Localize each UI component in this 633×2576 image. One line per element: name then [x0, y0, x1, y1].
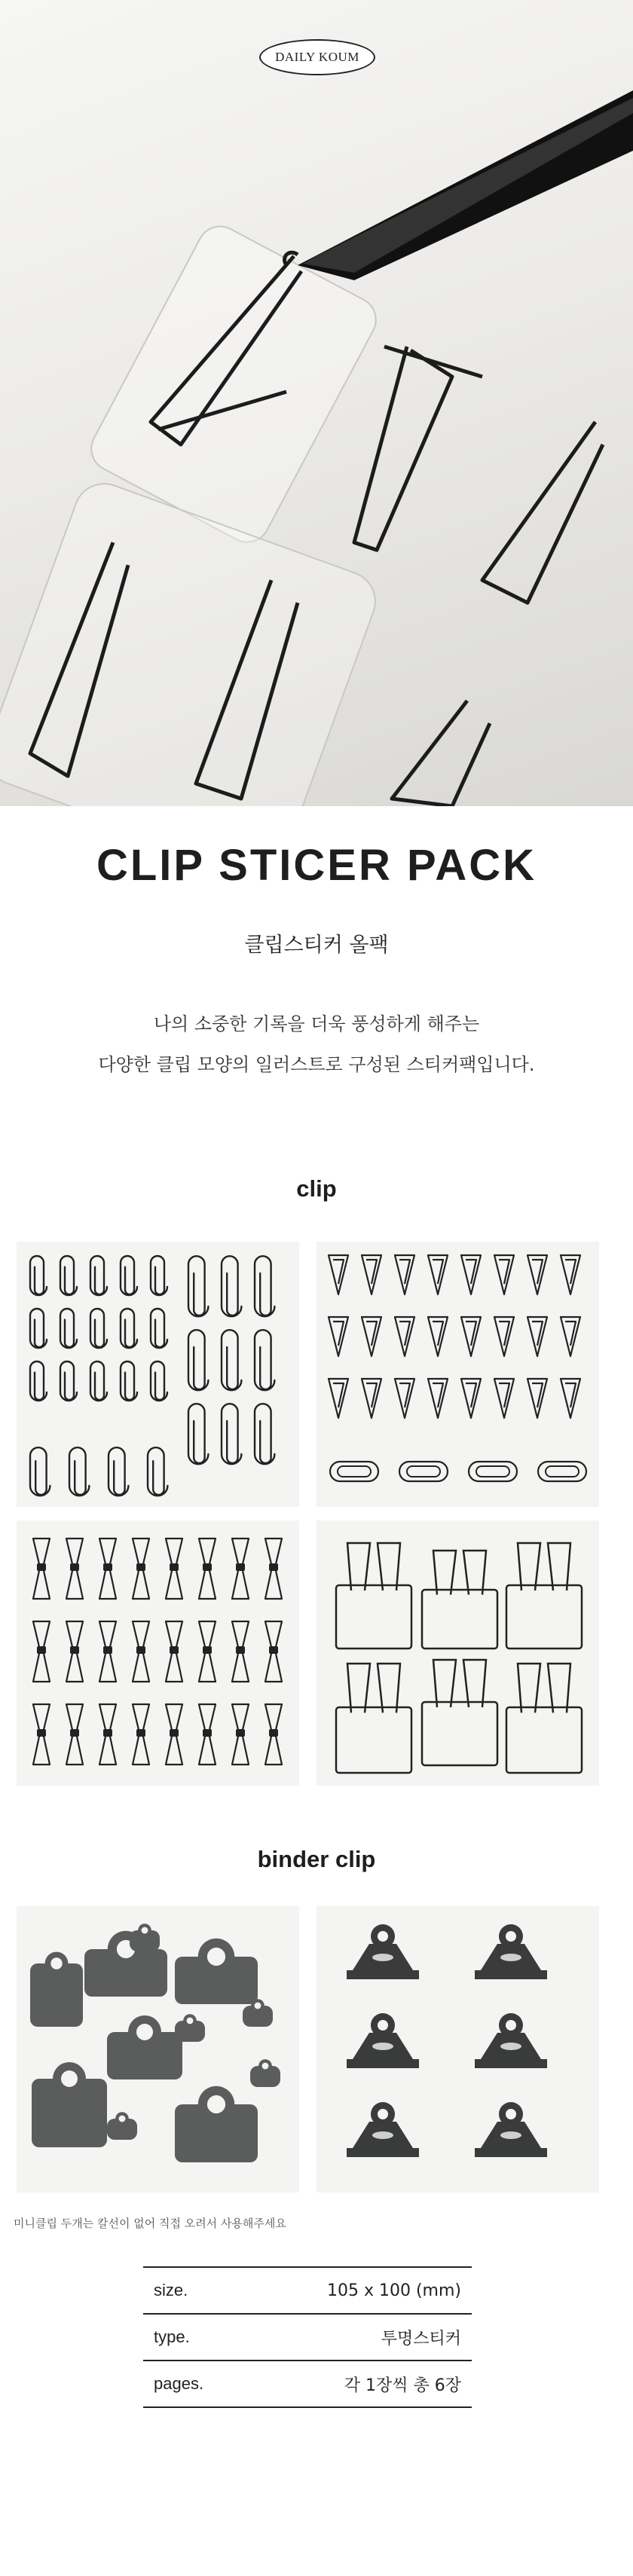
triangle-clip-sticker — [494, 1317, 514, 1356]
spec-row-size — [143, 2266, 472, 2313]
spec-table — [143, 2266, 472, 2408]
binder-clip-handle — [433, 1660, 456, 1707]
binder-clip-sticker — [422, 1590, 497, 1649]
paperclip-sticker — [30, 1256, 47, 1295]
sticker-sheet-binder-outline-clips — [316, 1520, 599, 1786]
bow-clip-band — [136, 1646, 145, 1654]
triangle-clip-sticker — [528, 1255, 547, 1294]
binder-clip-handle — [548, 1664, 570, 1713]
binder-clip-handle — [378, 1664, 400, 1713]
hinge-clip-hole — [506, 2109, 516, 2119]
triangle-clip-sticker — [528, 1379, 547, 1418]
triangle-clip-sticker — [428, 1317, 448, 1356]
horizontal-clip-inner — [546, 1466, 579, 1477]
binder-clip-sticker — [336, 1707, 411, 1773]
bow-clip-band — [136, 1563, 145, 1571]
paperclip-sticker — [30, 1447, 50, 1496]
triangle-clip-sticker — [428, 1255, 448, 1294]
bow-clip-band — [170, 1563, 179, 1571]
binder-clip-handle — [463, 1660, 486, 1707]
paperclip-sticker — [255, 1256, 274, 1316]
bow-clip-band — [236, 1563, 245, 1571]
binder-clip-sticker — [506, 1707, 582, 1773]
paperclip-sticker — [121, 1256, 137, 1295]
bow-clip-band — [37, 1729, 46, 1737]
intro-text — [0, 1004, 633, 1085]
binder-clip-handle — [548, 1543, 570, 1591]
paperclip-sticker — [60, 1361, 77, 1401]
paperclip-sticker — [151, 1256, 167, 1295]
bulldog-clip-hole — [119, 2116, 126, 2122]
paperclip-sticker — [90, 1361, 107, 1401]
hinge-clip-hole — [378, 1931, 388, 1942]
bulldog-clip-hole — [142, 1927, 148, 1934]
paperclip-sticker — [60, 1309, 77, 1348]
paperclip-sticker — [188, 1404, 208, 1464]
bow-clip-band — [236, 1729, 245, 1737]
paperclip-sticker — [188, 1256, 208, 1316]
sticker-sheet-hinge-clips — [316, 1906, 599, 2193]
sticker-sheet-triangle-clips — [316, 1242, 599, 1507]
triangle-clip-sticker — [362, 1379, 381, 1418]
hinge-clip-base — [475, 2148, 547, 2157]
horizontal-clip-inner — [407, 1466, 440, 1477]
triangle-clip-sticker — [329, 1379, 348, 1418]
bulldog-clip-hole — [187, 2018, 194, 2024]
paperclip-sticker — [60, 1256, 77, 1295]
binder-clip-sticker — [336, 1585, 411, 1649]
sticker-sheet-bow-clips — [17, 1520, 299, 1786]
triangle-clip-sticker — [561, 1255, 580, 1294]
spec-value: 105 x 100 (mm) — [326, 2281, 461, 2300]
bow-clip-band — [70, 1646, 79, 1654]
paperclip-sticker — [109, 1447, 128, 1496]
triangle-clip-sticker — [461, 1255, 481, 1294]
hinge-clip-label — [500, 1954, 521, 1961]
paperclip-sticker — [121, 1361, 137, 1401]
spec-row-pages — [143, 2360, 472, 2408]
paperclip-sticker — [222, 1404, 241, 1464]
hero-illustration — [0, 0, 633, 806]
triangle-clip-sticker — [494, 1255, 514, 1294]
hinge-clip-base — [475, 2059, 547, 2068]
triangle-clip-sticker — [528, 1317, 547, 1356]
hinge-clip-hole — [506, 1931, 516, 1942]
triangle-clip-sticker — [395, 1255, 414, 1294]
horizontal-clip-inner — [476, 1466, 509, 1477]
horizontal-clip-inner — [338, 1466, 371, 1477]
spec-key: type. — [154, 2327, 190, 2346]
section-heading-clip: clip — [296, 1175, 337, 1202]
paperclip-sticker — [30, 1309, 47, 1348]
bulldog-clip-hole — [136, 2024, 153, 2040]
bow-clip-band — [103, 1646, 112, 1654]
hinge-clip-label — [500, 2043, 521, 2050]
paperclip-sticker — [69, 1447, 89, 1496]
bow-clip-band — [70, 1563, 79, 1571]
bow-clip-band — [269, 1563, 278, 1571]
sticker-sheet-paperclips — [17, 1242, 299, 1507]
page-title: CLIP STICER PACK — [96, 841, 537, 890]
bow-clip-band — [37, 1646, 46, 1654]
triangle-clip-sticker — [461, 1317, 481, 1356]
bow-clip-band — [170, 1646, 179, 1654]
intro-line-2: 다양한 클립 모양의 일러스트로 구성된 스티커팩입니다. — [98, 1054, 535, 1075]
paperclip-sticker — [90, 1256, 107, 1295]
paperclip-sticker — [222, 1330, 241, 1390]
triangle-clip-sticker — [329, 1255, 348, 1294]
bow-clip-band — [136, 1729, 145, 1737]
binder-clip-sticker — [422, 1702, 497, 1765]
triangle-clip-sticker — [395, 1379, 414, 1418]
triangle-clip-sticker — [461, 1379, 481, 1418]
hero-photo — [0, 0, 633, 806]
bow-clip-band — [170, 1729, 179, 1737]
bow-clip-band — [70, 1729, 79, 1737]
bulldog-clip-hole — [207, 1948, 225, 1966]
cutting-note: 미니클립 두개는 칼선이 없어 직접 오려서 사용해주세요 — [14, 2217, 286, 2230]
hinge-clip-label — [372, 1954, 393, 1961]
paperclip-sticker — [151, 1309, 167, 1348]
paperclip-sticker — [151, 1361, 167, 1401]
bow-clip-band — [103, 1729, 112, 1737]
spec-value: 투명스티커 — [381, 2329, 461, 2348]
hinge-clip-hole — [378, 2109, 388, 2119]
paperclip-sticker — [188, 1330, 208, 1390]
binder-clip-handle — [347, 1664, 370, 1713]
section-heading-binder-clip: binder clip — [257, 1846, 376, 1872]
hinge-clip-base — [347, 1970, 419, 1979]
bow-clip-band — [103, 1563, 112, 1571]
bow-clip-band — [236, 1646, 245, 1654]
bulldog-clip-hole — [207, 2095, 225, 2113]
binder-clip-handle — [463, 1551, 486, 1595]
bow-clip-band — [269, 1646, 278, 1654]
hinge-clip-base — [475, 1970, 547, 1979]
binder-clip-handle — [518, 1664, 540, 1713]
brand-badge: DAILY KOUM — [259, 39, 375, 75]
paperclip-sticker — [90, 1309, 107, 1348]
hinge-clip-label — [372, 2131, 393, 2139]
bulldog-clip-hole — [50, 1957, 62, 1969]
triangle-clip-sticker — [428, 1379, 448, 1418]
triangle-clip-sticker — [561, 1317, 580, 1356]
binder-clip-handle — [378, 1543, 400, 1591]
triangle-clip-sticker — [395, 1317, 414, 1356]
bulldog-clip-hole — [61, 2070, 78, 2087]
paperclip-sticker — [121, 1309, 137, 1348]
binder-clip-handle — [518, 1543, 540, 1591]
triangle-clip-sticker — [362, 1317, 381, 1356]
triangle-clip-sticker — [561, 1379, 580, 1418]
triangle-clip-sticker — [329, 1317, 348, 1356]
binder-clip-handle — [347, 1543, 370, 1591]
triangle-clip-sticker — [362, 1255, 381, 1294]
bow-clip-band — [203, 1646, 212, 1654]
spec-row-type — [143, 2313, 472, 2360]
bow-clip-band — [269, 1729, 278, 1737]
hinge-clip-base — [347, 2059, 419, 2068]
bulldog-clip-hole — [262, 2063, 269, 2070]
hinge-clip-label — [500, 2131, 521, 2139]
spec-key: pages. — [154, 2374, 204, 2393]
hinge-clip-base — [347, 2148, 419, 2157]
paperclip-sticker — [255, 1404, 274, 1464]
bow-clip-band — [203, 1729, 212, 1737]
spec-value: 각 1장씩 총 6장 — [344, 2376, 461, 2395]
spec-key: size. — [154, 2281, 188, 2299]
paperclip-sticker — [222, 1256, 241, 1316]
bulldog-clip-hole — [255, 2003, 261, 2009]
intro-line-1: 나의 소중한 기록을 더욱 풍성하게 해주는 — [153, 1013, 480, 1034]
binder-clip-sticker — [506, 1585, 582, 1649]
binder-clip-handle — [433, 1551, 456, 1595]
hinge-clip-label — [372, 2043, 393, 2050]
paperclip-sticker — [255, 1330, 274, 1390]
sticker-sheet-bulldog-clips — [17, 1906, 299, 2193]
bow-clip-band — [203, 1563, 212, 1571]
hinge-clip-hole — [378, 2020, 388, 2031]
hinge-clip-hole — [506, 2020, 516, 2031]
paperclip-sticker — [148, 1447, 167, 1496]
triangle-clip-sticker — [494, 1379, 514, 1418]
page-subtitle: 클립스티커 올팩 — [244, 934, 389, 957]
paperclip-sticker — [30, 1361, 47, 1401]
bow-clip-band — [37, 1563, 46, 1571]
